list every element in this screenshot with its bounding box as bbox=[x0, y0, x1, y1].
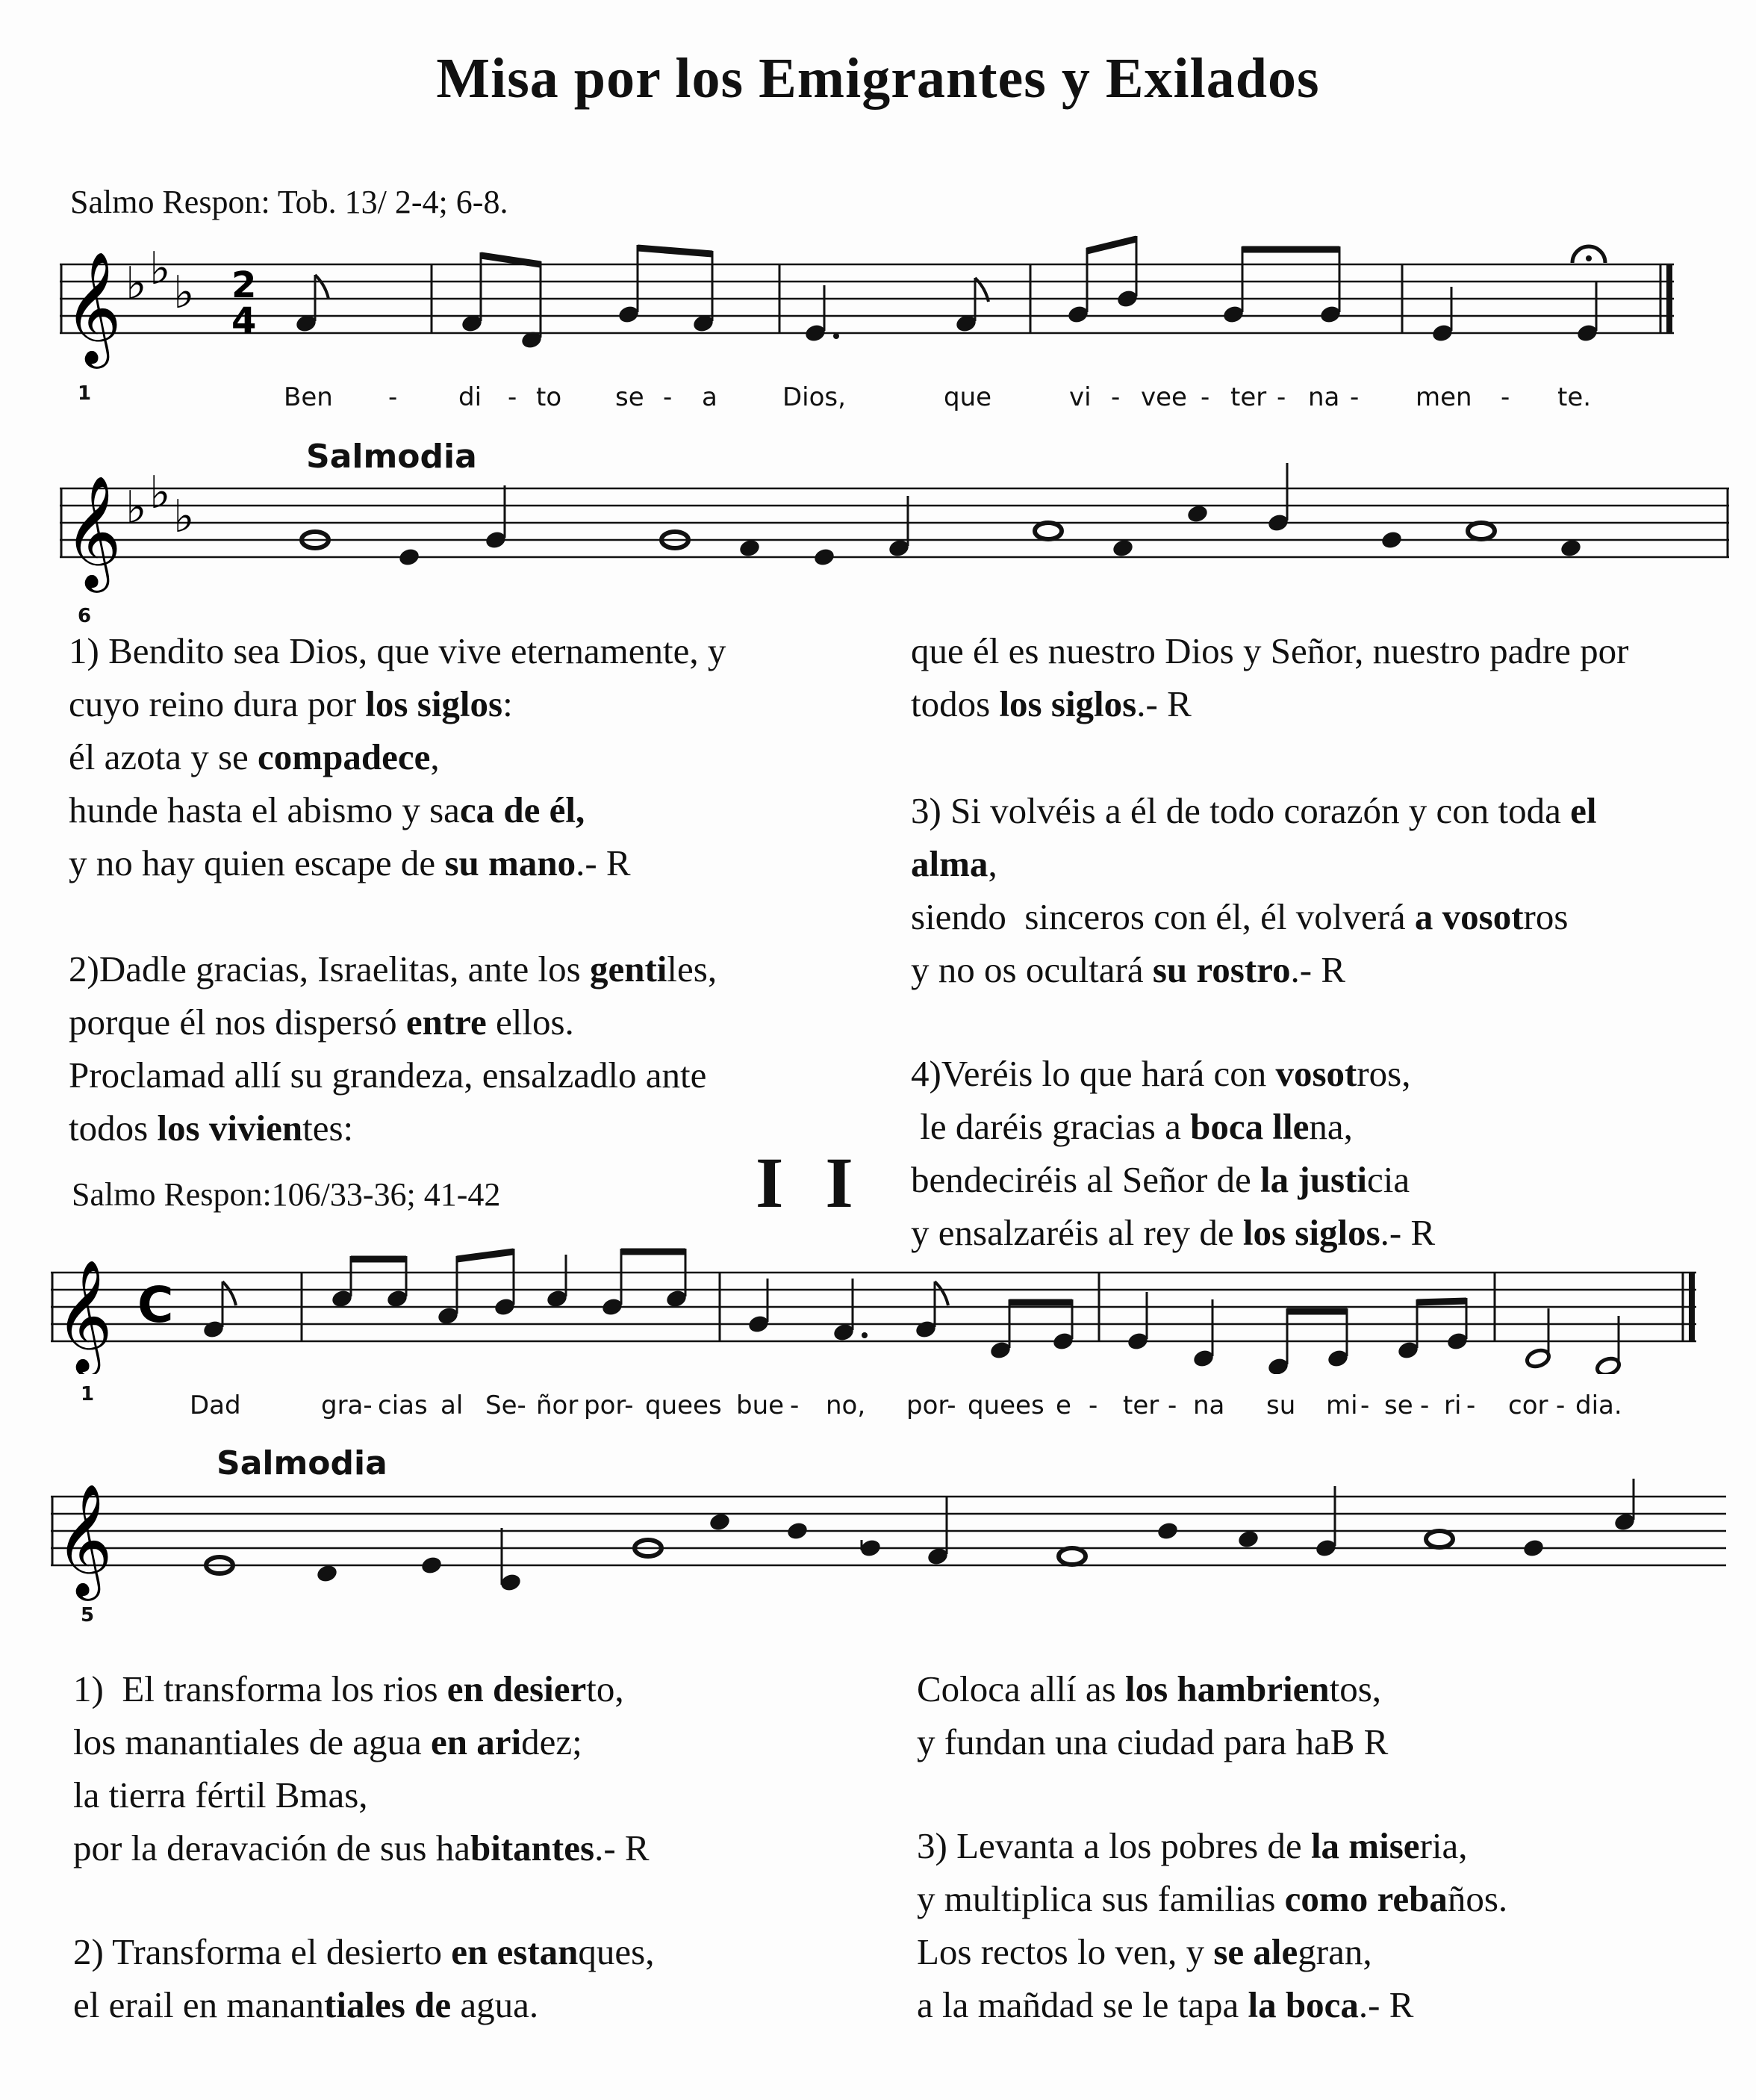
lyric-syllable: dia. bbox=[1575, 1391, 1622, 1420]
salmodia-label-1: Salmodia bbox=[306, 438, 477, 476]
lyric-syllable: Ben bbox=[284, 382, 333, 412]
treble-clef-icon: 𝄞 bbox=[64, 474, 122, 588]
lyric-syllable: men bbox=[1416, 382, 1472, 412]
verse-block-6: 2) Transforma el desierto en estanques, el erail en manantiales de agua. bbox=[73, 1931, 655, 2025]
page-title: Misa por los Emigrantes y Exilados bbox=[436, 47, 1320, 110]
common-time-icon: C bbox=[137, 1276, 174, 1334]
lyric-syllable: ñor bbox=[536, 1391, 579, 1420]
lyric-syllable: - bbox=[1556, 1391, 1566, 1420]
verse-block-1-continued: que él es nuestro Dios y Señor, nuestro padre por todos los siglos.- R bbox=[911, 630, 1629, 724]
verse-block-5: 1) El transforma los rios en desierto, los manantiales de agua en aridez; la tierra fértil Bmas, por la deravación de sus habitantes.- R bbox=[73, 1668, 650, 1868]
measure-number: 1 bbox=[81, 1383, 95, 1405]
verse-block-4: 4)Veréis lo que hará con vosotros, le daréis gracias a boca llena, bendeciréis al Señor de la justicia y ensalzaréis al rey de los siglos.- R bbox=[911, 1053, 1436, 1253]
lyrics-line-2 bbox=[0, 1391, 1756, 1423]
time-signature-top: 2 bbox=[231, 264, 257, 306]
verse-block-6-continued: Coloca allí as los hambrientos, y fundan una ciudad para haB R bbox=[917, 1668, 1389, 1762]
lyric-syllable: - bbox=[1201, 382, 1210, 412]
lyric-syllable: vi bbox=[1069, 382, 1092, 412]
staff-2-responsorial bbox=[0, 1225, 1756, 1374]
lyric-syllable: que bbox=[944, 382, 992, 412]
flat-icon: ♭ bbox=[149, 467, 171, 519]
lyric-syllable: cor bbox=[1508, 1391, 1548, 1420]
measure-number: 6 bbox=[78, 605, 92, 627]
treble-clef-icon: 𝄞 bbox=[55, 1482, 113, 1596]
lyric-syllable: Dad bbox=[190, 1391, 241, 1420]
verse-block-7: 3) Levanta a los pobres de la miseria, y multiplica sus familias como rebaños. Los rectos lo ven, y se alegran, a la mañdad se le tapa la boca.- R bbox=[917, 1825, 1508, 2025]
staff-1-salmodia bbox=[0, 463, 1756, 597]
lyric-syllable: di bbox=[458, 382, 482, 412]
lyric-syllable: - bbox=[1501, 382, 1510, 412]
lyric-syllable: te. bbox=[1557, 382, 1592, 412]
lyric-syllable: - bbox=[1168, 1391, 1177, 1420]
lyric-syllable: - bbox=[1277, 382, 1286, 412]
lyric-syllable: al bbox=[440, 1391, 464, 1420]
psalm-reference-2: Salmo Respon:106/33-36; 41-42 bbox=[72, 1176, 501, 1213]
lyric-syllable: Se- bbox=[485, 1391, 526, 1420]
time-signature-bottom: 4 bbox=[231, 300, 257, 342]
lyrics-line-1 bbox=[0, 382, 1756, 415]
lyric-syllable: a bbox=[702, 382, 717, 412]
flat-icon: ♭ bbox=[149, 243, 171, 295]
lyric-syllable: Dios, bbox=[782, 382, 846, 412]
flat-icon: ♭ bbox=[173, 491, 195, 543]
lyric-syllable: e bbox=[1056, 1391, 1071, 1420]
lyric-syllable: - bbox=[790, 1391, 800, 1420]
section-numeral: I I bbox=[756, 1143, 865, 1223]
lyric-syllable: ter bbox=[1230, 382, 1267, 412]
flat-icon: ♭ bbox=[173, 267, 195, 319]
lyric-syllable: - bbox=[1420, 1391, 1430, 1420]
flat-icon: ♭ bbox=[125, 482, 147, 534]
lyric-syllable: quees bbox=[968, 1391, 1044, 1420]
lyric-syllable: na bbox=[1193, 1391, 1225, 1420]
lyric-syllable: - bbox=[1466, 1391, 1476, 1420]
flat-icon: ♭ bbox=[125, 258, 147, 310]
lyric-syllable: bue bbox=[736, 1391, 785, 1420]
lyric-syllable: no, bbox=[826, 1391, 866, 1420]
lyric-syllable: - bbox=[1350, 382, 1360, 412]
verse-block-3: 3) Si volvéis a él de todo corazón y con toda el alma, siendo sinceros con él, él volverá a vosotros y no os ocultará su rostro.- R bbox=[911, 790, 1597, 990]
staff-1-responsorial bbox=[0, 224, 1756, 373]
treble-clef-icon: 𝄞 bbox=[64, 250, 122, 364]
lyric-syllable: ri bbox=[1444, 1391, 1462, 1420]
lyric-syllable: na bbox=[1308, 382, 1340, 412]
lyric-syllable: se bbox=[1384, 1391, 1413, 1420]
lyric-syllable: vee bbox=[1141, 382, 1187, 412]
salmodia-label-2: Salmodia bbox=[217, 1444, 387, 1482]
measure-number: 1 bbox=[78, 382, 92, 405]
lyric-syllable: - bbox=[1111, 382, 1121, 412]
staff-2-salmodia bbox=[0, 1479, 1756, 1613]
lyric-syllable: - bbox=[508, 382, 517, 412]
verse-block-1: 1) Bendito sea Dios, que vive eternamente, y cuyo reino dura por los siglos: él azota y se compadece, hunde hasta el abismo y saca de él, y no hay quien escape de su mano.- R bbox=[69, 630, 726, 883]
lyric-syllable: quees bbox=[645, 1391, 722, 1420]
treble-clef-icon: 𝄞 bbox=[55, 1258, 113, 1372]
lyric-syllable: - bbox=[663, 382, 673, 412]
measure-number: 5 bbox=[81, 1604, 95, 1627]
verse-block-2: 2)Dadle gracias, Israelitas, ante los gentiles, porque él nos dispersó entre ellos. Proclamad allí su grandeza, ensalzadlo ante todos los vivientes: bbox=[69, 948, 717, 1149]
lyric-syllable: cias bbox=[378, 1391, 428, 1420]
lyric-syllable: ter bbox=[1123, 1391, 1159, 1420]
psalm-reference-1: Salmo Respon: Tob. 13/ 2-4; 6-8. bbox=[70, 184, 508, 220]
lyric-syllable: to bbox=[536, 382, 562, 412]
lyric-syllable: - bbox=[1089, 1391, 1098, 1420]
lyric-syllable: por- bbox=[584, 1391, 634, 1420]
lyric-syllable: se bbox=[615, 382, 644, 412]
lyric-syllable: - bbox=[1360, 1391, 1370, 1420]
lyric-syllable: - bbox=[388, 382, 398, 412]
lyric-syllable: su bbox=[1266, 1391, 1296, 1420]
lyric-syllable: por- bbox=[906, 1391, 956, 1420]
lyric-syllable: gra- bbox=[321, 1391, 373, 1420]
lyric-syllable: mi bbox=[1326, 1391, 1358, 1420]
